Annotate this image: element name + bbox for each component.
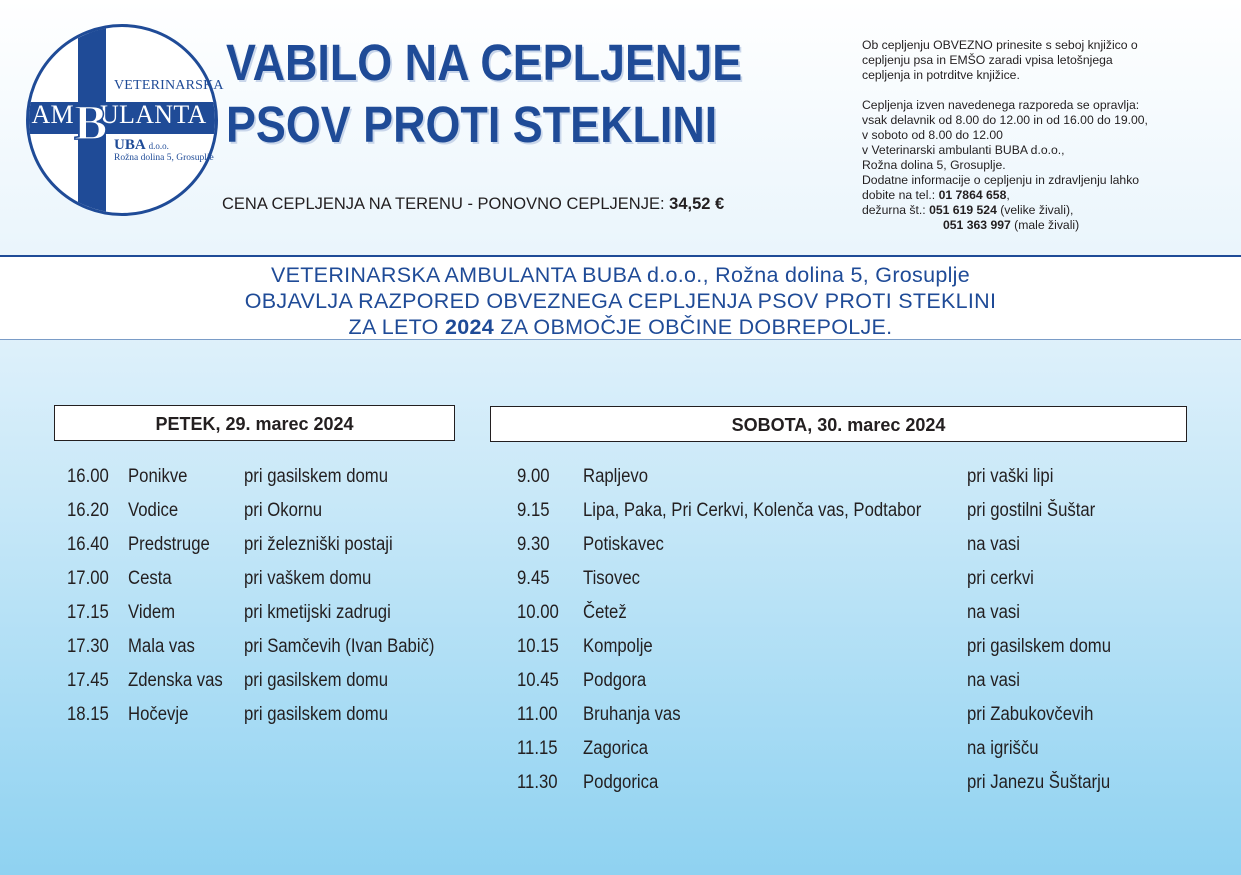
row-time: 11.30 — [517, 772, 558, 793]
row-location: na vasi — [967, 534, 1020, 555]
row-place: Hočevje — [128, 704, 189, 725]
schedule-row — [517, 596, 1197, 630]
row-place: Rapljevo — [583, 466, 649, 487]
schedule-row — [67, 528, 467, 562]
row-location: pri cerkvi — [967, 568, 1034, 589]
logo-ulanta: ULANTA — [99, 100, 207, 129]
row-place: Lipa, Paka, Pri Cerkvi, Kolenča vas, Podtabor — [583, 500, 922, 521]
row-location: pri gasilskem domu — [967, 636, 1112, 657]
schedule-row — [517, 528, 1197, 562]
phone-label: dobite na tel.: — [862, 188, 939, 202]
price-value: 34,52 € — [669, 195, 725, 213]
row-time: 16.20 — [67, 500, 109, 521]
note-line: cepljenja in potrditve knjižice. — [862, 68, 1020, 82]
schedule-row — [67, 664, 467, 698]
row-location: pri Zabukovčevih — [967, 704, 1094, 725]
phone-line — [862, 188, 1222, 203]
announcement-banner — [0, 255, 1241, 340]
duty-number-large: 051 619 524 — [929, 203, 997, 217]
price-label: CENA CEPLJENJA NA TERENU - PONOVNO CEPLJENJE: — [222, 195, 670, 213]
row-time: 10.45 — [517, 670, 559, 691]
vaccination-price — [222, 195, 724, 214]
title-line-1: VABILO NA CEPLJENJE — [226, 34, 743, 91]
row-place: Četež — [583, 602, 627, 623]
note-line: v soboto od 8.00 do 12.00 — [862, 128, 1003, 142]
schedule-row — [517, 698, 1197, 732]
page-title — [226, 32, 742, 156]
row-location: pri gostilni Šuštar — [967, 500, 1096, 521]
schedule-row — [67, 460, 467, 494]
row-time: 9.30 — [517, 534, 550, 555]
note-line: Dodatne informacije o cepljenju in zdravljenju lahko — [862, 173, 1140, 187]
clinic-logo — [26, 24, 224, 216]
row-time: 17.30 — [67, 636, 109, 657]
row-place: Mala vas — [128, 636, 195, 657]
note-line: vsak delavnik od 8.00 do 12.00 in od 16.00 do 19.00, — [862, 113, 1148, 127]
logo-big-b: B — [74, 94, 108, 150]
logo-ambulanta-text — [26, 99, 212, 131]
row-time: 10.00 — [517, 602, 559, 623]
schedule-row — [517, 460, 1197, 494]
schedule-row — [67, 698, 467, 732]
row-location: pri gasilskem domu — [244, 670, 389, 691]
row-place: Vodice — [128, 500, 179, 521]
schedule-row — [517, 630, 1197, 664]
row-time: 10.15 — [517, 636, 559, 657]
row-place: Kompolje — [583, 636, 653, 657]
logo-brand-text: UBA — [114, 137, 145, 153]
banner-line-2: OBJAVLJA RAZPORED OBVEZNEGA CEPLJENJA PSOV PROTI STEKLINI — [244, 289, 997, 313]
banner-line-3-suffix: ZA OBMOČJE OBČINE DOBREPOLJE. — [493, 315, 893, 339]
note-line: cepljenju psa in EMŠO zaradi vpisa letošnjega — [862, 53, 1113, 67]
schedule-row — [67, 630, 467, 664]
note-line: Ob cepljenju OBVEZNO prinesite s seboj knjižico o — [862, 38, 1138, 52]
row-location: pri železniški postaji — [244, 534, 393, 555]
row-time: 17.15 — [67, 602, 109, 623]
banner-line-1: VETERINARSKA AMBULANTA BUBA d.o.o., Rožna dolina 5, Grosuplje — [270, 263, 971, 287]
schedule-row — [67, 562, 467, 596]
row-location: pri vaški lipi — [967, 466, 1054, 487]
duty-note-large: (velike živali), — [996, 203, 1074, 217]
schedule-row — [517, 494, 1197, 528]
note-line: Cepljenja izven navedenega razporeda se opravlja: — [862, 98, 1140, 112]
note-line: Rožna dolina 5, Grosuplje. — [862, 158, 1006, 172]
row-time: 9.15 — [517, 500, 550, 521]
logo-brand-suffix: d.o.o. — [148, 141, 169, 151]
duty-label: dežurna št.: — [862, 203, 930, 217]
row-location: pri kmetijski zadrugi — [244, 602, 391, 623]
row-location: pri Janezu Šuštarju — [967, 772, 1111, 793]
schedule-row — [517, 664, 1197, 698]
row-location: pri Okornu — [244, 500, 323, 521]
duty-line-2 — [862, 218, 1222, 233]
schedule-row — [67, 494, 467, 528]
logo-address: Rožna dolina 5, Grosuplje — [114, 153, 214, 163]
logo-am: AM — [31, 100, 74, 129]
banner-line-3-prefix: ZA LETO — [348, 315, 445, 339]
row-time: 17.00 — [67, 568, 109, 589]
row-place: Tisovec — [583, 568, 640, 589]
row-place: Predstruge — [128, 534, 210, 555]
row-location: na vasi — [967, 602, 1020, 623]
day-header-friday: PETEK, 29. marec 2024 — [54, 405, 455, 441]
row-place: Ponikve — [128, 466, 188, 487]
row-time: 11.15 — [517, 738, 558, 759]
row-place: Zagorica — [583, 738, 649, 759]
duty-note-small: (male živali) — [1010, 218, 1080, 232]
row-time: 17.45 — [67, 670, 109, 691]
row-place: Bruhanja vas — [583, 704, 681, 725]
duty-line — [862, 203, 1222, 218]
schedule-row — [517, 766, 1197, 800]
row-place: Zdenska vas — [128, 670, 223, 691]
duty-number-small: 051 363 997 — [943, 218, 1011, 232]
row-location: pri vaškem domu — [244, 568, 372, 589]
row-place: Podgorica — [583, 772, 659, 793]
row-place: Videm — [128, 602, 176, 623]
row-time: 16.40 — [67, 534, 109, 555]
row-place: Podgora — [583, 670, 647, 691]
row-location: pri Samčevih (Ivan Babič) — [244, 636, 435, 657]
row-location: na vasi — [967, 670, 1020, 691]
phone-number: 01 7864 658 — [938, 188, 1007, 202]
schedule-row — [67, 596, 467, 630]
row-time: 16.00 — [67, 466, 109, 487]
logo-veterinarska-text: VETERINARSKA — [114, 78, 224, 93]
row-location: pri gasilskem domu — [244, 466, 389, 487]
row-time: 9.00 — [517, 466, 550, 487]
day-header-saturday: SOBOTA, 30. marec 2024 — [490, 406, 1187, 442]
schedule-saturday — [517, 460, 1197, 800]
row-location: na igrišču — [967, 738, 1039, 759]
note-line: v Veterinarski ambulanti BUBA d.o.o., — [862, 143, 1065, 157]
row-place: Potiskavec — [583, 534, 664, 555]
schedule-row — [517, 732, 1197, 766]
banner-line-3 — [0, 314, 1241, 340]
row-time: 9.45 — [517, 568, 550, 589]
row-location: pri gasilskem domu — [244, 704, 389, 725]
banner-year: 2024 — [444, 315, 494, 339]
schedule-row — [517, 562, 1197, 596]
info-note — [862, 38, 1222, 233]
row-time: 18.15 — [67, 704, 109, 725]
phone-suffix: , — [1006, 188, 1010, 202]
title-line-2: PSOV PROTI STEKLINI — [226, 96, 718, 153]
logo-brand — [114, 137, 169, 154]
row-time: 11.00 — [517, 704, 558, 725]
schedule-friday — [67, 460, 467, 732]
row-place: Cesta — [128, 568, 172, 589]
